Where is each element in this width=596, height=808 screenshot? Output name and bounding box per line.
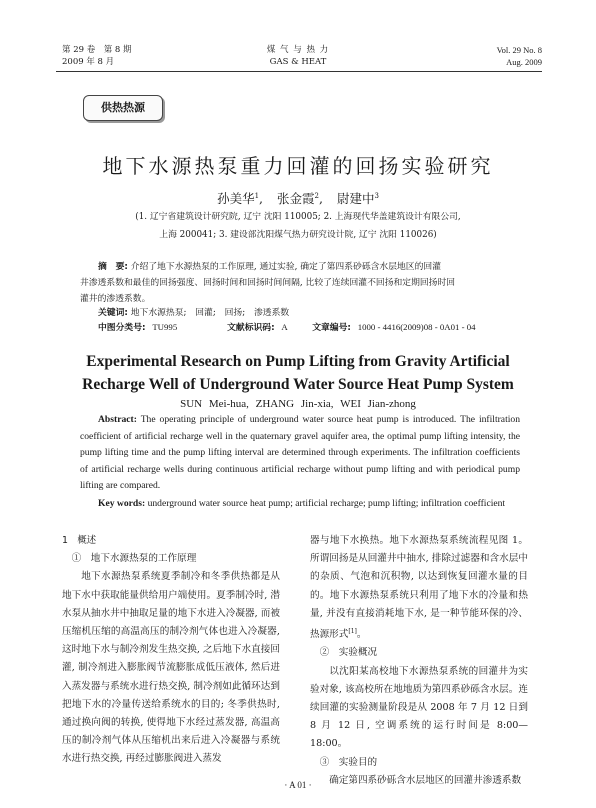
author-3-sup: 3: [374, 191, 379, 200]
author-2-sup: 2: [314, 191, 319, 200]
keywords-en-label: Key words:: [98, 497, 146, 509]
subsection-overview: ② 实验概况: [319, 647, 378, 659]
section-badge: 供热热源: [83, 95, 163, 121]
header-date-en: Aug. 2009: [506, 57, 542, 67]
abstract-cn-line-3: 灌井的渗透系数。: [80, 294, 151, 304]
citation-1: [1]: [348, 628, 357, 636]
doc-code-label: 文献标识码:: [227, 323, 275, 333]
author-1-sup: 1: [254, 191, 260, 200]
abstract-cn-line-2: 井渗透系数和最佳的回扬强度、回扬时间和回扬时间间隔, 比较了连续回灌不回扬和定期回扬时回: [80, 278, 456, 288]
keywords-cn-label: 关键词:: [98, 308, 128, 318]
title-en-line-1: Experimental Research on Pump Lifting from Gravity Artificial: [86, 353, 510, 370]
abstract-cn-text-1: 介绍了地下水源热泵的工作原理, 通过实验, 确定了第四系砂砾含水层地区的回灌: [130, 262, 441, 272]
journal-name-cn: 煤 气 与 热 力: [266, 45, 330, 55]
paper-title-cn: 地下水源热泵重力回灌的回扬实验研究: [102, 154, 494, 178]
paragraph-recharge: [310, 532, 528, 644]
abstract-en: [80, 412, 520, 512]
article-id-value: 1000 - 4416(2009)08 - 0A01 - 04: [357, 322, 476, 332]
paragraph-recharge-text: 器与地下水换热。地下水源热泵系统流程见图 1。所谓回扬是从回灌井中抽水, 排除过滤器和含水层中的杂质、气泡和沉积物, 以达到恢复回灌水量的目的。地下水源热泵系统只利用了地下水的冷量和热量, 并没有直接消耗地下水, 是一种节能环保的冷、热源形式: [310, 535, 528, 641]
header-rule: [56, 71, 542, 72]
affiliation-line-1: (1. 辽宁省建筑设计研究院, 辽宁 沈阳 110005; 2. 上海现代华盖建筑设计有限公司,: [135, 212, 461, 222]
abstract-en-text: The operating principle of underground water source heat pump is introduced. The infiltration coefficient of artificial recharge well in the quaternary gravel aquifer area, the optimal pump lifting intensity, the pump lifting time and the pump lifting interval are determined through experiments. The infiltration coefficients of artificial recharge wells during continuous artificial recharge without pump lifting and with periodical pump lifting are compared.: [80, 414, 520, 491]
author-1: 孙美华: [217, 191, 255, 206]
paper-title-en: [0, 350, 596, 396]
authors-en: SUN Mei-hua, ZHANG Jin-xia, WEI Jian-zhong: [180, 398, 416, 410]
keywords-en-text: underground water source heat pump; artificial recharge; pump lifting; infiltration coefficient: [147, 497, 506, 509]
journal-name-en: GAS & HEAT: [269, 57, 327, 67]
article-id-label: 文章编号:: [312, 323, 351, 333]
paragraph-principle: 地下水源热泵系统夏季制冷和冬季供热都是从地下水中获取能量供给用户端使用。夏季制冷时, 潜水泵从抽水井中抽取足量的地下水进入冷凝器, 而被压缩机压缩的高温高压的制冷剂气体也进入冷凝器, 这时地下水与制冷剂发生热交换, 之后地下水直接回灌, 制冷剂进入膨胀阀节流膨胀成低压液体, 然后进入蒸发器与系统水进行热交换, 制冷剂如此循环达到把地下水的冷量传送给系统水的目的; 冬季供热时, 通过换向阀的转换, 使得地下水经过蒸发器, 高温高压的制冷剂气体从压缩机出来后进入冷凝器与系统水进行热交换, 再经过膨胀阀进入蒸发: [62, 571, 280, 765]
clc-label: 中图分类号:: [98, 323, 146, 333]
section-heading-1: 1 概述: [62, 535, 97, 546]
author-2: 张金霞: [277, 191, 315, 206]
affiliation-line-2: 上海 200041; 3. 建设部沈阳煤气热力研究设计院, 辽宁 沈阳 110026): [159, 230, 437, 240]
title-en-line-2: Recharge Well of Underground Water Source Heat Pump System: [82, 376, 514, 393]
page-number: · A 01 ·: [284, 780, 312, 790]
paragraph-purpose: 确定第四系砂砾含水层地区的回灌井渗透系数: [329, 774, 522, 786]
paragraph-recharge-end: 。: [356, 629, 367, 641]
author-3: 尉建中: [336, 191, 375, 206]
doc-code-value: A: [281, 322, 288, 332]
header-vol-cn: 第 29 卷 第 8 期: [62, 45, 132, 55]
abstract-cn-label: 摘 要:: [98, 262, 128, 272]
header-date-cn: 2009 年 8 月: [62, 57, 115, 67]
subsection-principle: ① 地下水源热泵的工作原理: [71, 553, 197, 565]
classification-line: [98, 320, 476, 333]
header-volume-en: [497, 44, 542, 68]
subsection-purpose: ③ 实验目的: [319, 756, 378, 768]
abstract-en-label: Abstract:: [98, 414, 137, 425]
header-vol-en: Vol. 29 No. 8: [496, 45, 542, 55]
clc-value: TU995: [152, 322, 178, 332]
paragraph-overview: 以沈阳某高校地下水源热泵系统的回灌井为实验对象, 该高校所在地地质为第四系砂砾含水层。连续回灌的实验测量阶段是从 2008 年 7 月 12 日到 8 月 12 日, 空调系统的运行时间是 8:00—18:00。: [310, 665, 528, 750]
authors-cn: 孙美华$^1$, 张金霞$^2$, 尉建中$^3$: [217, 191, 379, 206]
body-column-left: [62, 532, 280, 769]
keywords-en: [80, 496, 520, 513]
body-column-right: [310, 532, 528, 790]
keywords-cn-text: 地下水源热泵; 回灌; 回扬; 渗透系数: [130, 308, 290, 318]
